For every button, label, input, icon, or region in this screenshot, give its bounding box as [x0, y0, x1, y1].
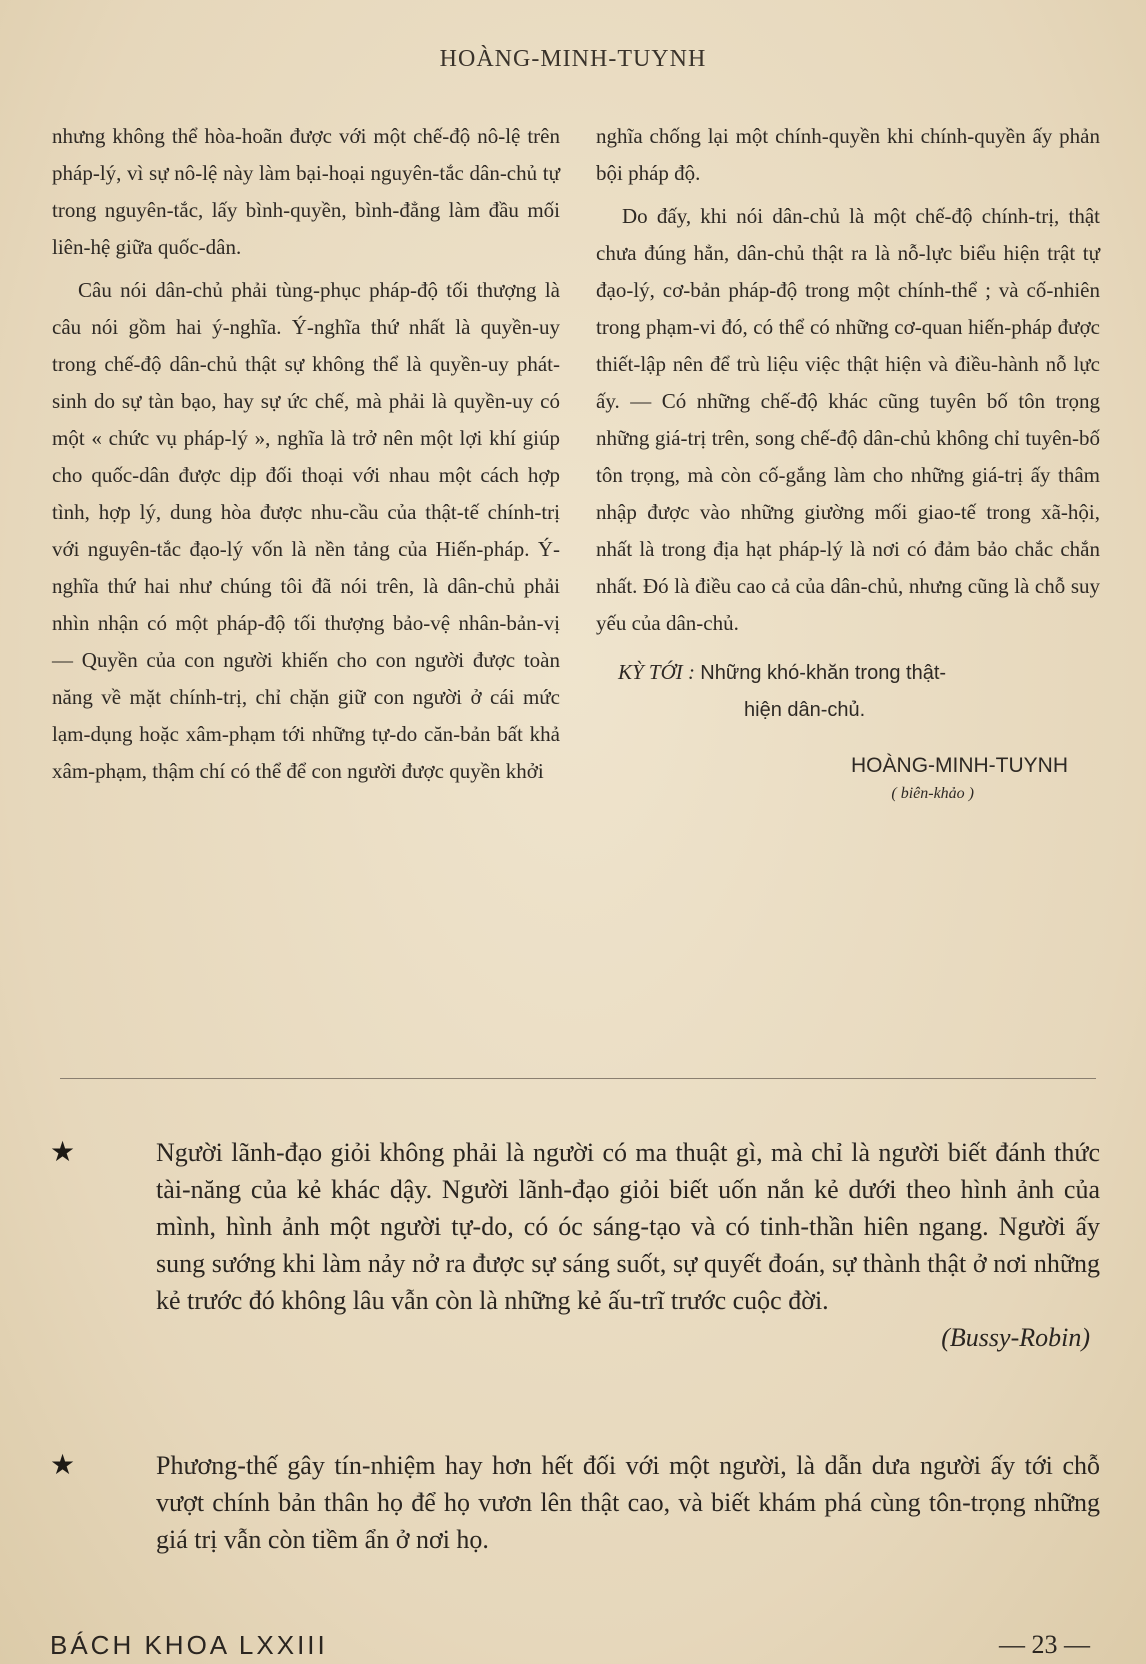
- quote-attribution: (Bussy-Robin): [941, 1323, 1090, 1352]
- journal-name: BÁCH KHOA LXXIII: [50, 1630, 328, 1660]
- quote-text-2: [50, 1447, 1100, 1558]
- next-issue-note: [596, 654, 1100, 729]
- quote-text-1: [50, 1134, 1100, 1319]
- page-number: — 23 —: [999, 1630, 1090, 1659]
- right-column: [596, 118, 1100, 807]
- left-paragraph-2: Câu nói dân-chủ phải tùng-phục pháp-độ tối thượng là câu nói gồm hai ý-nghĩa. Ý-nghĩa thứ nhất là quyền-uy trong chế-độ dân-chủ thật sự không thể là quyền-uy phát-sinh do sự tàn bạo, hay sự ức chế, mà phải là quyền-uy có một « chức vụ pháp-lý », nghĩa là trở nên một lợi khí giúp cho quốc-dân được dịp đối thoại với nhau một cách hợp tình, hợp lý, dung hòa được nhu-cầu của thật-tế chính-trị với nguyên-tắc đạo-lý vốn là nền tảng của Hiến-pháp. Ý-nghĩa thứ hai như chúng tôi đã nói trên, là dân-chủ phải nhìn nhận có một pháp-độ tối thượng bảo-vệ nhân-bản-vị — Quyền của con người khiến cho con người được toàn năng về mặt chính-trị, chỉ chặn giữ con người ở cái mức lạm-dụng hoặc xâm-phạm tới những tự-do căn-bản bất khả xâm-phạm, thậm chí có thể để con người được quyền khởi: [52, 278, 560, 783]
- next-issue-title-line2: hiện dân-chủ.: [744, 699, 866, 721]
- next-issue-title-line1: Những khó-khăn trong thật-: [700, 662, 947, 684]
- running-head: HOÀNG-MINH-TUYNH: [439, 46, 707, 72]
- quote-1-body: Người lãnh-đạo giỏi không phải là người có ma thuật gì, mà chỉ là người biết đánh thức tài-năng của kẻ khác dậy. Người lãnh-đạo giỏi biết uốn nắn kẻ dưới theo hình ảnh của mình, hình ảnh một người tự-do, có óc sáng-tạo và có tinh-thần hiên ngang. Người ấy sung sướng khi làm nảy nở ra được sự sáng suốt, sự quyết đoán, sự thành thật ở nơi những kẻ trước đó không lâu vẫn còn là những kẻ ấu-trĩ trước cuộc đời.: [156, 1138, 1100, 1315]
- right-paragraph-1: nghĩa chống lại một chính-quyền khi chính-quyền ấy phản bội pháp độ.: [596, 124, 1100, 185]
- quote-block-2: [50, 1447, 1100, 1558]
- author-role: ( biên-khảo ): [891, 785, 974, 802]
- quote-2-body: Phương-thế gây tín-nhiệm hay hơn hết đối với một người, là dẫn dưa người ấy tới chỗ vượt chính bản thân họ để họ vươn lên thật cao, và biết khám phá cùng tôn-trọng những giá trị vẫn còn tiềm ẩn ở nơi họ.: [156, 1451, 1100, 1554]
- quote-block-1: [50, 1134, 1100, 1356]
- next-issue-label: KỲ TỚI :: [618, 660, 696, 684]
- right-paragraph-2: Do đấy, khi nói dân-chủ là một chế-độ chính-trị, thật chưa đúng hẳn, dân-chủ thật ra là nỗ-lực biểu hiện trật tự đạo-lý, cơ-bản pháp-độ trong một chính-thể ; và cố-nhiên trong phạm-vi đó, có thể có những cơ-quan hiến-pháp được thiết-lập nên để trù liệu việc thật hiện và điều-hành nỗ lực ấy. — Có những chế-độ khác cũng tuyên bố tôn trọng những giá-trị trên, song chế-độ dân-chủ không chỉ tuyên-bố tôn trọng, mà còn cố-gắng làm cho những giá-trị ấy thâm nhập được vào những giường mối giao-tế trong xã-hội, nhất là trong địa hạt pháp-lý là nơi có đảm bảo chắc chắn nhất. Đó là điều cao cả của dân-chủ, nhưng cũng là chỗ suy yếu của dân-chủ.: [596, 204, 1100, 635]
- star-bullet-icon: ★: [50, 1450, 76, 1481]
- author-signature: HOÀNG-MINH-TUYNH: [851, 754, 1068, 777]
- star-bullet-icon: ★: [50, 1137, 76, 1168]
- left-column: [52, 118, 560, 790]
- section-divider: [60, 1078, 1096, 1079]
- left-paragraph-1: nhưng không thể hòa-hoãn được với một chế-độ nô-lệ trên pháp-lý, vì sự nô-lệ này làm bại-hoại nguyên-tắc dân-chủ tự trong nguyên-tắc, lấy bình-quyền, bình-đẳng làm đầu mối liên-hệ giữa quốc-dân.: [52, 124, 560, 259]
